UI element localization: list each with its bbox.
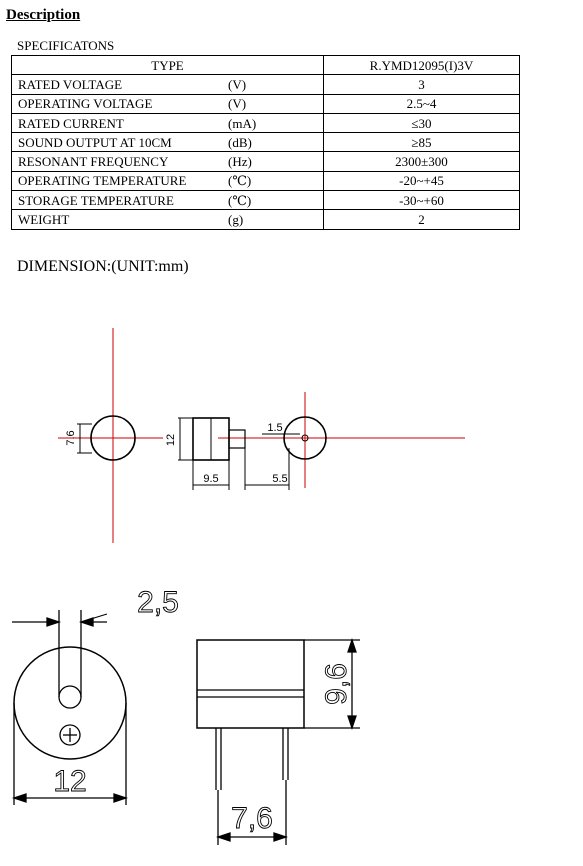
large-hole-label: 2,5 — [137, 586, 179, 619]
row-label: RATED VOLTAGE — [18, 76, 123, 92]
row-label: OPERATING TEMPERATURE — [18, 173, 187, 189]
row-value: 2300±300 — [324, 152, 520, 171]
large-height-label: 9,6 — [320, 663, 353, 705]
row-value: 2.5~4 — [324, 94, 520, 113]
row-label: WEIGHT — [18, 212, 70, 228]
description-heading: Description — [6, 7, 81, 23]
type-label: TYPE — [12, 56, 324, 75]
dimension-title: DIMENSION:(UNIT:mm) — [17, 258, 189, 275]
small-height-label: 12 — [165, 433, 177, 447]
small-body-label: 9.5 — [203, 473, 219, 485]
row-label: STORAGE TEMPERATURE — [18, 192, 174, 208]
front-view-circle — [14, 647, 126, 759]
row-unit: (℃) — [228, 192, 252, 208]
row-unit: (mA) — [228, 115, 257, 131]
row-label: RESONANT FREQUENCY — [18, 154, 169, 170]
small-drawing — [58, 328, 465, 543]
row-value: ≤30 — [324, 113, 520, 132]
row-value: 3 — [324, 75, 520, 94]
large-drawing — [12, 610, 360, 845]
row-label: OPERATING VOLTAGE — [18, 96, 153, 112]
row-value: ≥85 — [324, 133, 520, 152]
specifications-title: SPECIFICATONS — [17, 38, 115, 53]
large-pin-spacing-label: 7,6 — [231, 802, 273, 835]
small-dia-label: 7.6 — [65, 430, 77, 446]
large-side-body — [197, 640, 304, 728]
small-pin-label: 5.5 — [272, 473, 288, 485]
row-unit: (Hz) — [228, 154, 252, 170]
row-value: -30~+60 — [324, 191, 520, 210]
row-unit: (V) — [228, 76, 247, 92]
row-unit: (dB) — [228, 134, 252, 150]
row-value: -20~+45 — [324, 171, 520, 190]
row-unit: (V) — [228, 96, 247, 112]
row-label: SOUND OUTPUT AT 10CM — [18, 134, 172, 150]
type-value: R.YMD12095(I)3V — [324, 56, 520, 75]
row-unit: (g) — [228, 212, 244, 228]
row-label: RATED CURRENT — [18, 115, 124, 131]
large-diameter-label: 12 — [53, 765, 87, 798]
row-value: 2 — [324, 210, 520, 229]
row-unit: (℃) — [228, 173, 252, 189]
small-pitch-label: 1.5 — [267, 422, 283, 434]
